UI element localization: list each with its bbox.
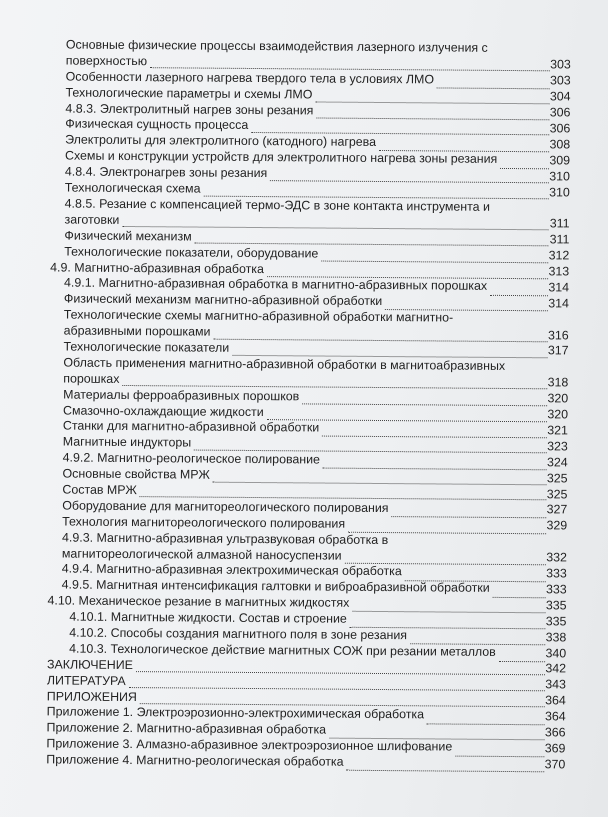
toc-entry-title: Физический механизм [64, 228, 192, 244]
toc-entry-title: 4.10. Механическое резание в магнитных жидкостях [47, 593, 350, 611]
toc-entry [0, 196, 607, 233]
toc-entry-title: ЛИТЕРАТУРА [46, 673, 126, 688]
toc-entry [0, 37, 608, 74]
toc-entry-title: Физическая сущность процесса [65, 116, 249, 133]
toc-entry-title: Технология магнитореологического полирования [62, 514, 346, 531]
toc-entry-title: 4.9. Магнитно-абразивная обработка [50, 259, 264, 276]
toc-page-number: 364 [544, 709, 566, 724]
toc-page-number: 306 [549, 105, 571, 120]
toc-entry-title: 4.10.1. Магнитные жидкости. Состав и строение [69, 609, 347, 626]
toc-page-number: 303 [550, 57, 571, 72]
toc-page-number: 304 [549, 89, 571, 104]
toc-entry [0, 307, 606, 344]
toc-entry-title: Материалы ферроабразивных порошков [63, 387, 300, 404]
toc-entry-title: Физический механизм магнитно-абразивной обработки [63, 291, 383, 309]
toc-entry-title: Технологические параметры и схемы ЛМО [65, 85, 313, 102]
toc-entry-title: Станки для магнитно-абразивной обработки [62, 418, 320, 435]
toc-entry-title: Приложение 1. Электроэрозионно-электрохимическая обработка [46, 704, 425, 722]
toc-page-number: 316 [547, 327, 569, 343]
toc-entry-title: ЗАКЛЮЧЕНИЕ [47, 657, 133, 672]
toc-page-number: 333 [545, 582, 567, 597]
toc-page-number: 343 [545, 677, 566, 692]
toc-entry-title: 4.9.3. Магнитно-абразивная ультразвуковая обработка в магнитореологической алмазной наносуспензии [61, 530, 389, 563]
toc-page-number: 370 [544, 756, 566, 772]
toc-entry-title: Особенности лазерного нагрева твердого тела в условиях ЛМО [65, 69, 435, 87]
toc-entry-title: Основные физические процессы взаимодействия лазерного излучения с поверхностью [65, 37, 488, 69]
toc-entry-title: 4.8.3. Электролитный нагрев зоны резания [65, 101, 314, 118]
toc-entry [0, 530, 604, 567]
toc-entry-title: Состав МРЖ [62, 482, 137, 498]
toc-page-number: 333 [546, 566, 567, 581]
toc-page-number: 317 [547, 343, 569, 358]
toc-page-number: 303 [549, 73, 571, 88]
toc-page-number: 342 [545, 661, 567, 676]
toc-page-number: 321 [547, 423, 568, 438]
toc-page-number: 314 [548, 296, 569, 311]
toc-page-number: 311 [549, 216, 570, 231]
toc-entry-title: Приложение 2. Магнитно-абразивная обработка [46, 720, 327, 737]
toc-entry-title: Магнитные индукторы [62, 434, 192, 450]
toc-page-number: 320 [547, 407, 569, 422]
toc-entry-title: 4.9.1. Магнитно-абразивная обработка в магнитно-абразивных порошках [64, 275, 488, 294]
toc-page-number: 329 [546, 518, 568, 533]
toc-page-number: 366 [544, 725, 566, 740]
toc-entry-title: Приложение 4. Магнитно-реологическая обработка [46, 752, 344, 769]
toc-page-number: 369 [544, 740, 566, 756]
toc-page-number: 324 [546, 455, 568, 470]
toc-page-number: 325 [546, 486, 568, 501]
toc-page-number: 332 [546, 550, 567, 565]
toc-entry [0, 752, 602, 773]
toc-entry-title: Электролиты для электролитного (катодного) нагрева [65, 132, 377, 150]
toc-entry-title: Приложение 3. Алмазно-абразивное электроэрозионное шлифование [46, 736, 453, 754]
toc-entry [0, 355, 605, 392]
toc-page-number: 312 [548, 248, 570, 263]
table-of-contents [0, 37, 608, 773]
toc-page-number: 325 [546, 470, 568, 486]
toc-page-number: 310 [549, 184, 570, 200]
toc-page-number: 318 [547, 375, 569, 390]
toc-page-number: 309 [549, 153, 571, 168]
toc-entry-title: Оборудование для магнитореологического полирования [62, 498, 389, 515]
toc-page-number: 323 [547, 439, 568, 454]
toc-page-number: 310 [549, 168, 570, 184]
toc-page-number: 308 [549, 137, 571, 152]
toc-page-number: 314 [548, 280, 570, 295]
toc-entry-title: 4.8.4. Электронагрев зоны резания [64, 164, 268, 181]
toc-page-number: 335 [545, 614, 567, 629]
toc-entry-title: Схемы и конструкции устройств для электролитного нагрева зоны резания [65, 148, 498, 167]
toc-page-number: 327 [546, 502, 568, 517]
toc-entry-title: Смазочно-охлаждающие жидкости [63, 403, 264, 419]
toc-page-number: 335 [545, 597, 567, 613]
toc-page-number: 364 [545, 693, 566, 708]
toc-page-number: 313 [548, 264, 570, 279]
dot-leader [347, 769, 545, 773]
toc-entry-title: Основные свойства МРЖ [62, 466, 210, 482]
toc-entry-title: Технологическая схема [64, 180, 201, 196]
toc-page-number: 311 [549, 232, 570, 247]
toc-entry-title: 4.9.5. Магнитная интенсификация галтовки и виброабразивной обработки [61, 577, 490, 596]
toc-page-number: 320 [547, 391, 569, 406]
toc-entry-title: 4.10.3. Технологическое действие магнитных СОЖ при резании металлов [69, 641, 496, 659]
toc-entry-title: Технологические схемы магнитно-абразивной обработки магнитно-абразивными порошками [63, 307, 454, 339]
toc-page-number: 338 [545, 629, 567, 645]
toc-entry-title: 4.9.2. Магнитно-реологическое полирование [62, 450, 321, 467]
toc-entry-title: ПРИЛОЖЕНИЯ [46, 688, 137, 704]
toc-page-number: 340 [545, 645, 567, 660]
toc-entry-title: Технологические показатели [63, 339, 230, 355]
toc-entry-title: Область применения магнитно-абразивной обработки в магнитоабразивных порошках [63, 355, 506, 386]
toc-entry-title: 4.8.5. Резание с компенсацией термо-ЭДС в зоне контакта инструмента и заготовки [64, 196, 491, 227]
toc-page-number: 306 [549, 121, 571, 136]
toc-entry-title: 4.9.4. Магнитно-абразивная электрохимическая обработка [61, 561, 402, 579]
toc-entry-title: 4.10.2. Способы создания магнитного поля в зоне резания [69, 625, 408, 643]
toc-entry-title: Технологические показатели, оборудование [64, 244, 319, 261]
